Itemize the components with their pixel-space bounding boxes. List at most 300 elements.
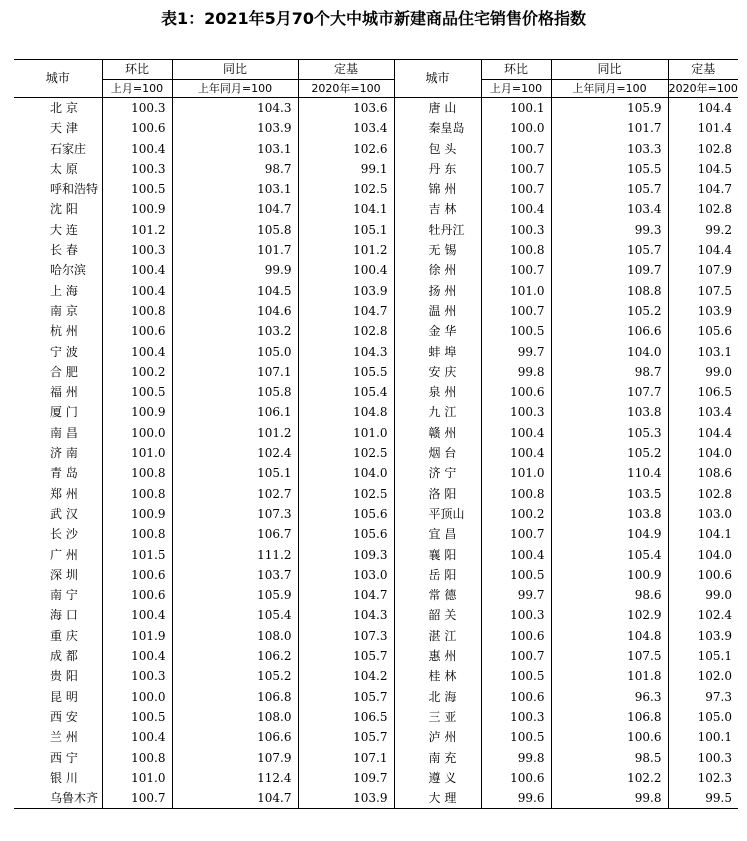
yoy-cell: 105.8	[172, 382, 298, 402]
mom-cell: 101.5	[102, 545, 172, 565]
base-cell: 104.7	[298, 585, 394, 605]
yoy-cell-right: 105.2	[551, 301, 668, 321]
city-cell: 福 州	[50, 385, 78, 400]
base-cell: 104.0	[298, 463, 394, 483]
city-cell: 银 川	[50, 770, 78, 785]
city-cell-right: 烟 台	[394, 443, 481, 463]
yoy-cell: 107.3	[172, 504, 298, 524]
yoy-cell: 105.1	[172, 463, 298, 483]
yoy-cell: 105.0	[172, 342, 298, 362]
base-cell-right: 100.1	[668, 727, 738, 747]
yoy-cell-right: 101.8	[551, 666, 668, 686]
city-cell-right: 宜 昌	[394, 524, 481, 544]
base-cell-right: 102.4	[668, 605, 738, 625]
mom-cell-right: 99.7	[481, 585, 551, 605]
mom-cell-right: 100.7	[481, 179, 551, 199]
mom-cell-right: 100.4	[481, 443, 551, 463]
price-index-table	[14, 59, 738, 809]
base-cell-right: 99.5	[668, 788, 738, 809]
city-cell-right: 温 州	[394, 301, 481, 321]
city-cell: 沈 阳	[50, 202, 78, 217]
city-cell: 北 京	[50, 101, 78, 115]
city-cell-right: 北 海	[394, 687, 481, 707]
base-cell: 105.6	[298, 504, 394, 524]
base-column-header-right: 定基	[668, 60, 738, 80]
city-cell: 贵 阳	[50, 669, 78, 684]
mom-cell-right: 100.5	[481, 321, 551, 341]
city-cell: 天 津	[50, 121, 78, 136]
base-cell: 104.1	[298, 199, 394, 219]
yoy-cell-right: 108.8	[551, 281, 668, 301]
base-cell: 104.3	[298, 342, 394, 362]
table-row	[14, 199, 738, 219]
mom-cell-right: 100.4	[481, 545, 551, 565]
yoy-cell: 104.7	[172, 788, 298, 809]
mom-cell-right: 100.4	[481, 199, 551, 219]
yoy-cell: 103.9	[172, 118, 298, 138]
city-cell-right: 桂 林	[394, 666, 481, 686]
mom-subheader: 上月=100	[102, 80, 172, 98]
table-row	[14, 687, 738, 707]
yoy-cell: 103.7	[172, 565, 298, 585]
base-cell-right: 104.4	[668, 240, 738, 260]
city-cell: 呼和浩特	[50, 182, 99, 197]
mom-cell-right: 100.4	[481, 423, 551, 443]
city-cell-right: 徐 州	[394, 260, 481, 280]
base-cell-right: 102.8	[668, 199, 738, 219]
mom-cell-right: 100.7	[481, 159, 551, 179]
yoy-cell-right: 109.7	[551, 260, 668, 280]
city-cell-right: 唐 山	[394, 98, 481, 119]
base-cell: 101.2	[298, 240, 394, 260]
yoy-cell-right: 103.8	[551, 504, 668, 524]
table-row	[14, 504, 738, 524]
table-row	[14, 402, 738, 422]
base-cell: 103.4	[298, 118, 394, 138]
mom-cell: 100.4	[102, 281, 172, 301]
base-cell-right: 104.7	[668, 179, 738, 199]
yoy-cell: 106.6	[172, 727, 298, 747]
mom-cell: 100.4	[102, 342, 172, 362]
city-cell-right: 泸 州	[394, 727, 481, 747]
yoy-cell: 102.7	[172, 484, 298, 504]
city-cell-right: 三 亚	[394, 707, 481, 727]
base-cell-right: 103.9	[668, 301, 738, 321]
yoy-subheader-right: 上年同月=100	[551, 80, 668, 98]
base-cell-right: 100.3	[668, 748, 738, 768]
city-cell: 青 岛	[50, 466, 78, 481]
yoy-cell: 105.4	[172, 605, 298, 625]
base-cell: 102.5	[298, 484, 394, 504]
yoy-cell: 105.2	[172, 666, 298, 686]
mom-cell: 100.3	[102, 666, 172, 686]
yoy-cell-right: 99.8	[551, 788, 668, 809]
base-cell-right: 104.4	[668, 98, 738, 119]
base-cell-right: 101.4	[668, 118, 738, 138]
city-cell-right: 惠 州	[394, 646, 481, 666]
base-cell: 102.6	[298, 139, 394, 159]
mom-cell: 100.4	[102, 646, 172, 666]
base-cell-right: 104.5	[668, 159, 738, 179]
city-cell-right: 岳 阳	[394, 565, 481, 585]
base-cell: 102.5	[298, 443, 394, 463]
base-cell: 109.3	[298, 545, 394, 565]
base-cell: 105.6	[298, 524, 394, 544]
base-cell: 104.3	[298, 605, 394, 625]
table-row	[14, 565, 738, 585]
mom-cell: 100.4	[102, 727, 172, 747]
yoy-cell-right: 105.3	[551, 423, 668, 443]
table-row	[14, 301, 738, 321]
base-cell-right: 99.0	[668, 585, 738, 605]
mom-cell-right: 101.0	[481, 463, 551, 483]
city-cell-right: 平顶山	[394, 504, 481, 524]
yoy-cell: 111.2	[172, 545, 298, 565]
mom-cell: 100.4	[102, 605, 172, 625]
city-cell-right: 锦 州	[394, 179, 481, 199]
city-cell-right: 丹 东	[394, 159, 481, 179]
yoy-cell-right: 102.9	[551, 605, 668, 625]
base-cell: 105.7	[298, 727, 394, 747]
city-cell-right: 济 宁	[394, 463, 481, 483]
base-cell-right: 103.9	[668, 626, 738, 646]
city-cell-right: 赣 州	[394, 423, 481, 443]
table-row	[14, 179, 738, 199]
mom-cell-right: 99.6	[481, 788, 551, 809]
table-row	[14, 788, 738, 809]
mom-cell-right: 100.3	[481, 605, 551, 625]
mom-cell: 100.6	[102, 118, 172, 138]
city-cell: 海 口	[50, 608, 78, 623]
table-row	[14, 382, 738, 402]
base-cell-right: 97.3	[668, 687, 738, 707]
mom-column-header-right: 环比	[481, 60, 551, 80]
base-cell-right: 104.0	[668, 443, 738, 463]
yoy-column-header-right: 同比	[551, 60, 668, 80]
yoy-cell-right: 106.8	[551, 707, 668, 727]
city-cell-right: 襄 阳	[394, 545, 481, 565]
base-cell: 102.5	[298, 179, 394, 199]
mom-cell: 100.3	[102, 159, 172, 179]
city-cell: 宁 波	[50, 344, 78, 359]
city-cell-right: 九 江	[394, 402, 481, 422]
city-cell: 南 昌	[50, 425, 78, 440]
mom-cell: 100.8	[102, 524, 172, 544]
city-cell-right: 吉 林	[394, 199, 481, 219]
mom-cell: 100.8	[102, 301, 172, 321]
mom-cell: 100.6	[102, 321, 172, 341]
yoy-cell-right: 103.4	[551, 199, 668, 219]
table-row	[14, 768, 738, 788]
mom-cell: 101.0	[102, 768, 172, 788]
base-cell: 103.9	[298, 281, 394, 301]
base-cell: 105.4	[298, 382, 394, 402]
mom-cell: 100.9	[102, 402, 172, 422]
base-cell: 107.1	[298, 748, 394, 768]
mom-cell-right: 100.5	[481, 666, 551, 686]
city-cell: 合 肥	[50, 364, 78, 379]
mom-cell-right: 100.8	[481, 240, 551, 260]
yoy-cell-right: 107.5	[551, 646, 668, 666]
base-cell-right: 102.3	[668, 768, 738, 788]
base-cell-right: 103.0	[668, 504, 738, 524]
table-row	[14, 524, 738, 544]
table-row	[14, 585, 738, 605]
city-cell: 广 州	[50, 547, 78, 562]
table-row	[14, 646, 738, 666]
city-cell-right: 牡丹江	[394, 220, 481, 240]
mom-cell: 100.0	[102, 423, 172, 443]
base-cell: 104.7	[298, 301, 394, 321]
city-cell: 西 宁	[50, 750, 78, 765]
base-cell-right: 99.0	[668, 362, 738, 382]
mom-cell: 100.0	[102, 687, 172, 707]
mom-cell: 101.2	[102, 220, 172, 240]
mom-cell-right: 99.8	[481, 748, 551, 768]
base-cell-right: 106.5	[668, 382, 738, 402]
page-title: 表1：2021年5月70个大中城市新建商品住宅销售价格指数	[160, 9, 587, 28]
table-row	[14, 727, 738, 747]
mom-cell: 100.4	[102, 139, 172, 159]
mom-cell: 100.3	[102, 240, 172, 260]
yoy-cell-right: 105.5	[551, 159, 668, 179]
yoy-cell: 107.9	[172, 748, 298, 768]
base-cell: 106.5	[298, 707, 394, 727]
table-row	[14, 748, 738, 768]
yoy-cell: 106.8	[172, 687, 298, 707]
yoy-column-header: 同比	[172, 60, 298, 80]
mom-cell: 100.6	[102, 585, 172, 605]
table-row	[14, 443, 738, 463]
yoy-cell: 103.1	[172, 139, 298, 159]
table-row	[14, 545, 738, 565]
city-cell: 厦 门	[50, 405, 78, 420]
mom-cell: 100.8	[102, 748, 172, 768]
yoy-cell: 101.2	[172, 423, 298, 443]
yoy-cell-right: 98.5	[551, 748, 668, 768]
city-cell: 大 连	[50, 222, 78, 237]
mom-cell: 100.7	[102, 788, 172, 809]
table-row	[14, 139, 738, 159]
base-cell: 105.1	[298, 220, 394, 240]
city-cell: 上 海	[50, 283, 78, 298]
table-row	[14, 321, 738, 341]
base-cell: 99.1	[298, 159, 394, 179]
city-column-header-right: 城市	[394, 60, 481, 98]
table-header	[14, 60, 738, 98]
yoy-cell-right: 110.4	[551, 463, 668, 483]
mom-cell: 100.6	[102, 565, 172, 585]
base-cell: 101.0	[298, 423, 394, 443]
table-row	[14, 220, 738, 240]
mom-cell-right: 99.7	[481, 342, 551, 362]
table-row	[14, 260, 738, 280]
yoy-cell-right: 96.3	[551, 687, 668, 707]
base-subheader-right: 2020年=100	[668, 80, 738, 98]
city-cell: 重 庆	[50, 628, 78, 643]
yoy-cell-right: 105.7	[551, 179, 668, 199]
mom-cell: 100.9	[102, 199, 172, 219]
yoy-cell-right: 104.9	[551, 524, 668, 544]
yoy-cell: 108.0	[172, 707, 298, 727]
mom-column-header: 环比	[102, 60, 172, 80]
mom-cell-right: 100.0	[481, 118, 551, 138]
yoy-cell-right: 99.3	[551, 220, 668, 240]
base-cell-right: 105.0	[668, 707, 738, 727]
city-cell: 哈尔滨	[50, 263, 87, 278]
city-column-header: 城市	[14, 60, 102, 98]
city-cell-right: 湛 江	[394, 626, 481, 646]
yoy-cell: 99.9	[172, 260, 298, 280]
base-cell: 104.2	[298, 666, 394, 686]
city-cell: 长 春	[50, 243, 78, 258]
city-cell-right: 无 锡	[394, 240, 481, 260]
yoy-cell: 107.1	[172, 362, 298, 382]
mom-cell-right: 100.2	[481, 504, 551, 524]
yoy-cell: 106.7	[172, 524, 298, 544]
base-cell: 105.7	[298, 687, 394, 707]
mom-cell-right: 100.3	[481, 707, 551, 727]
yoy-cell: 104.7	[172, 199, 298, 219]
table-row	[14, 626, 738, 646]
table-row	[14, 240, 738, 260]
yoy-cell-right: 98.7	[551, 362, 668, 382]
city-cell-right: 包 头	[394, 139, 481, 159]
yoy-cell: 108.0	[172, 626, 298, 646]
mom-cell: 100.9	[102, 504, 172, 524]
mom-cell-right: 100.3	[481, 220, 551, 240]
city-cell: 太 原	[50, 161, 78, 176]
city-cell-right: 安 庆	[394, 362, 481, 382]
yoy-cell-right: 105.4	[551, 545, 668, 565]
base-cell: 109.7	[298, 768, 394, 788]
city-cell-right: 泉 州	[394, 382, 481, 402]
base-cell-right: 103.1	[668, 342, 738, 362]
base-cell-right: 102.8	[668, 484, 738, 504]
city-cell: 昆 明	[50, 689, 78, 704]
base-subheader: 2020年=100	[298, 80, 394, 98]
city-cell: 乌鲁木齐	[14, 788, 102, 809]
yoy-cell-right: 105.9	[551, 98, 668, 119]
mom-cell: 100.3	[102, 98, 172, 119]
city-cell: 武 汉	[50, 506, 78, 521]
base-cell: 103.0	[298, 565, 394, 585]
yoy-cell: 105.8	[172, 220, 298, 240]
base-cell: 103.6	[298, 98, 394, 119]
mom-subheader-right: 上月=100	[481, 80, 551, 98]
yoy-cell-right: 103.5	[551, 484, 668, 504]
yoy-cell-right: 106.6	[551, 321, 668, 341]
city-cell: 杭 州	[50, 324, 78, 339]
table-row	[14, 362, 738, 382]
yoy-cell-right: 107.7	[551, 382, 668, 402]
table-row	[14, 423, 738, 443]
yoy-cell: 106.1	[172, 402, 298, 422]
table-row	[14, 281, 738, 301]
yoy-cell-right: 103.3	[551, 139, 668, 159]
yoy-cell: 103.2	[172, 321, 298, 341]
mom-cell: 100.5	[102, 179, 172, 199]
table-row	[14, 463, 738, 483]
base-cell-right: 104.4	[668, 423, 738, 443]
table-row	[14, 342, 738, 362]
yoy-cell: 112.4	[172, 768, 298, 788]
city-cell: 深 圳	[50, 567, 78, 582]
mom-cell: 101.0	[102, 443, 172, 463]
base-cell: 105.5	[298, 362, 394, 382]
city-cell-right: 大 理	[394, 788, 481, 809]
city-cell-right: 秦皇岛	[394, 118, 481, 138]
base-cell-right: 105.6	[668, 321, 738, 341]
yoy-cell-right: 100.9	[551, 565, 668, 585]
base-cell: 102.8	[298, 321, 394, 341]
yoy-cell-right: 104.0	[551, 342, 668, 362]
base-cell: 104.8	[298, 402, 394, 422]
base-cell-right: 104.0	[668, 545, 738, 565]
city-cell: 兰 州	[50, 730, 78, 745]
city-cell: 西 安	[50, 709, 78, 724]
base-cell-right: 107.5	[668, 281, 738, 301]
table-row	[14, 98, 738, 119]
mom-cell-right: 100.7	[481, 139, 551, 159]
mom-cell-right: 100.1	[481, 98, 551, 119]
mom-cell-right: 101.0	[481, 281, 551, 301]
yoy-cell-right: 104.8	[551, 626, 668, 646]
mom-cell-right: 100.6	[481, 626, 551, 646]
mom-cell-right: 100.7	[481, 301, 551, 321]
mom-cell-right: 100.6	[481, 768, 551, 788]
mom-cell-right: 100.5	[481, 727, 551, 747]
yoy-cell: 104.5	[172, 281, 298, 301]
yoy-cell: 102.4	[172, 443, 298, 463]
mom-cell: 100.2	[102, 362, 172, 382]
city-cell: 长 沙	[50, 527, 78, 542]
table-row	[14, 707, 738, 727]
yoy-cell: 98.7	[172, 159, 298, 179]
yoy-cell-right: 101.7	[551, 118, 668, 138]
city-cell-right: 扬 州	[394, 281, 481, 301]
base-cell-right: 108.6	[668, 463, 738, 483]
table-row	[14, 484, 738, 504]
table-row	[14, 605, 738, 625]
mom-cell: 100.8	[102, 484, 172, 504]
yoy-cell: 101.7	[172, 240, 298, 260]
base-cell-right: 100.6	[668, 565, 738, 585]
base-cell-right: 103.4	[668, 402, 738, 422]
mom-cell-right: 100.7	[481, 524, 551, 544]
mom-cell-right: 100.6	[481, 382, 551, 402]
yoy-cell: 105.9	[172, 585, 298, 605]
mom-cell: 100.5	[102, 382, 172, 402]
base-column-header: 定基	[298, 60, 394, 80]
city-cell-right: 常 德	[394, 585, 481, 605]
base-cell-right: 105.1	[668, 646, 738, 666]
city-cell: 石家庄	[50, 141, 87, 156]
base-cell-right: 102.8	[668, 139, 738, 159]
base-cell: 107.3	[298, 626, 394, 646]
base-cell-right: 102.0	[668, 666, 738, 686]
yoy-cell: 104.3	[172, 98, 298, 119]
mom-cell: 100.5	[102, 707, 172, 727]
yoy-cell-right: 98.6	[551, 585, 668, 605]
yoy-cell-right: 102.2	[551, 768, 668, 788]
city-cell-right: 金 华	[394, 321, 481, 341]
table-row	[14, 159, 738, 179]
city-cell-right: 南 充	[394, 748, 481, 768]
city-cell-right: 洛 阳	[394, 484, 481, 504]
mom-cell-right: 100.8	[481, 484, 551, 504]
city-cell-right: 韶 关	[394, 605, 481, 625]
